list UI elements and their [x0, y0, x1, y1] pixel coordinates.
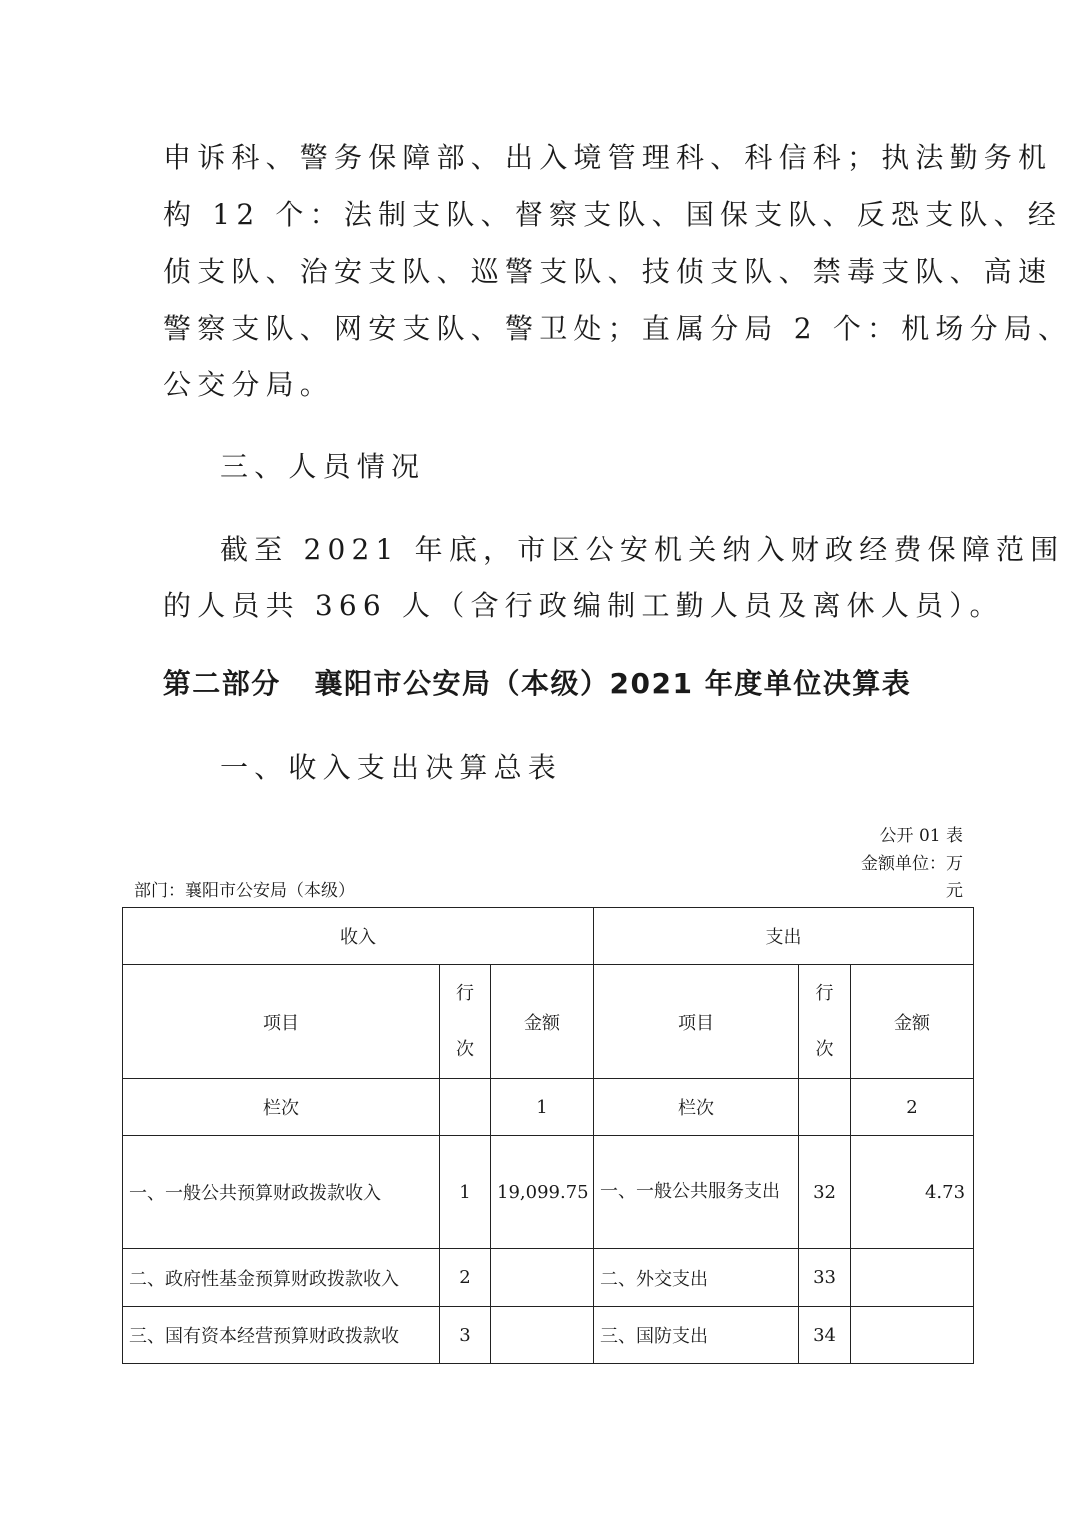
department-label: 部门：襄阳市公安局（本级）: [134, 881, 355, 901]
column-header-row: [123, 965, 974, 1079]
paragraph-line: 侦支队、治安支队、巡警支队、技侦支队、禁毒支队、高速: [163, 255, 1053, 288]
paragraph-line: 截至 2021 年底，市区公安机关纳入财政经费保障范围: [220, 533, 1065, 566]
expense-item-cell: [594, 1136, 799, 1249]
expense-amount: [851, 1307, 974, 1364]
paragraph-line: 公交分局。: [163, 368, 335, 401]
expense-row-no: 33: [799, 1249, 851, 1307]
expense-item-header: 项目: [594, 965, 799, 1079]
income-amount-header: 金额: [491, 965, 594, 1079]
income-index-empty: [440, 1079, 491, 1136]
expense-row-no: 34: [799, 1307, 851, 1364]
expense-amount-header: 金额: [851, 965, 974, 1079]
income-item-header: 项目: [123, 965, 440, 1079]
table-row: [123, 1136, 974, 1249]
expense-row-no-header: 行次: [815, 982, 834, 1060]
table-row: [123, 1307, 974, 1364]
part-title: 第二部分 襄阳市公安局（本级）2021 年度单位决算表: [162, 667, 912, 700]
expense-index-value: 2: [851, 1079, 974, 1136]
income-row-no: 3: [440, 1307, 491, 1364]
income-index-label: 栏次: [123, 1079, 440, 1136]
paragraph-line: 的人员共 366 人（含行政编制工勤人员及离休人员）。: [163, 589, 1004, 622]
income-amount: [491, 1249, 594, 1307]
income-index-value: 1: [491, 1079, 594, 1136]
income-item: 一、一般公共预算财政拨款收入: [123, 1136, 440, 1249]
column-index-row: [123, 1079, 974, 1136]
budget-table: [122, 907, 974, 1364]
table-heading: 一、收入支出决算总表: [220, 751, 563, 784]
expense-item: 二、外交支出: [594, 1249, 799, 1307]
table-header-row: [123, 908, 974, 965]
income-row-no: 1: [440, 1136, 491, 1249]
income-row-no-header-cell: [440, 965, 491, 1079]
amount-unit-cont: 元: [946, 881, 963, 901]
income-item: 三、国有资本经营预算财政拨款收: [123, 1307, 440, 1364]
income-amount: [491, 1307, 594, 1364]
income-amount: 19,099.75: [491, 1136, 594, 1249]
paragraph-line: 警察支队、网安支队、警卫处；直属分局 2 个：机场分局、: [163, 312, 1073, 345]
expense-item: 三、国防支出: [594, 1307, 799, 1364]
paragraph-line: 构 12 个：法制支队、督察支队、国保支队、反恐支队、经: [163, 198, 1063, 231]
expense-row-no-header-cell: [799, 965, 851, 1079]
expense-header: 支出: [594, 908, 974, 965]
table-row: [123, 1249, 974, 1307]
expense-item: 一、一般公共服务支出: [600, 1181, 781, 1202]
expense-index-label: 栏次: [594, 1079, 799, 1136]
expense-index-empty: [799, 1079, 851, 1136]
income-row-no-header: 行次: [456, 982, 474, 1060]
income-item: 二、政府性基金预算财政拨款收入: [123, 1249, 440, 1307]
income-header: 收入: [123, 908, 594, 965]
expense-amount: [851, 1249, 974, 1307]
amount-unit: 金额单位：万: [861, 854, 963, 874]
paragraph-line: 申诉科、警务保障部、出入境管理科、科信科；执法勤务机: [163, 141, 1053, 174]
section-heading: 三、人员情况: [220, 450, 426, 483]
expense-amount: 4.73: [851, 1136, 974, 1249]
income-row-no: 2: [440, 1249, 491, 1307]
form-number: 公开 01 表: [879, 826, 963, 846]
expense-row-no: 32: [799, 1136, 851, 1249]
